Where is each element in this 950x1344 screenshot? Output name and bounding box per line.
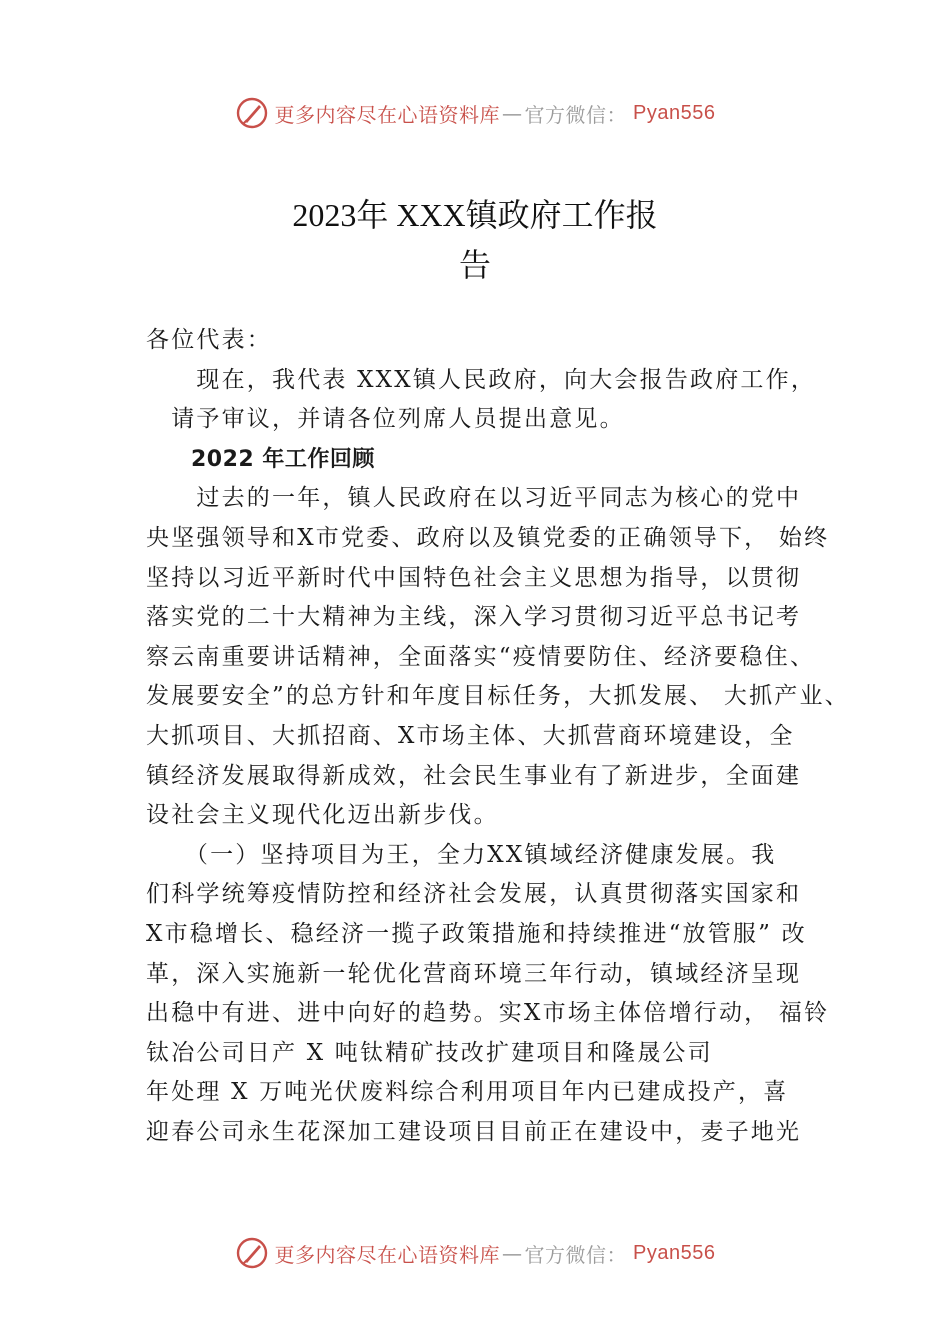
text-line: 察云南重要讲话精神，全面落实“疫情要防住、经济要稳住、 — [146, 643, 816, 670]
watermark-separator: — — [502, 1241, 523, 1265]
watermark-separator: — — [502, 101, 523, 125]
text-line: 迎春公司永生花深加工建设项目目前正在建设中，麦子地光 — [146, 1118, 802, 1145]
title-line-2: 告 — [458, 247, 491, 283]
text-line: （一）坚持项目为王，全力XX镇域经济健康发展。我 — [146, 841, 777, 868]
watermark-footer — [0, 1233, 950, 1273]
watermark-wechat-label: 官方微信： — [524, 1242, 628, 1267]
text-line: 年处理 X 万吨光伏废料综合利用项目年内已建成投产，喜 — [146, 1079, 789, 1106]
text-line: X市稳增长、稳经济一揽子政策措施和持续推进“放管服” 改 — [146, 920, 807, 947]
document-body — [146, 321, 850, 1152]
watermark-text: 更多内容尽在心语资料库 — [274, 102, 501, 127]
watermark-wechat-id: Pyan556 — [633, 101, 716, 124]
text-line: 央坚强领导和X市党委、政府以及镇党委的正确领导下， 始终 — [146, 524, 830, 551]
text-line: 设社会主义现代化迈出新步伐。 — [146, 802, 499, 829]
quill-logo-icon — [235, 1236, 269, 1270]
section-heading: 2022 年工作回顾 — [146, 446, 375, 472]
quill-logo-icon — [235, 96, 269, 130]
text-line: 革，深入实施新一轮优化营商环境三年行动，镇域经济呈现 — [146, 960, 802, 987]
text-line: 现在，我代表 XXX镇人民政府，向大会报告政府工作， — [146, 366, 817, 393]
text-line: 钛冶公司日产 X 吨钛精矿技改扩建项目和隆晟公司 — [146, 1039, 713, 1066]
watermark-text: 更多内容尽在心语资料库 — [274, 1242, 501, 1267]
text-line: 坚持以习近平新时代中国特色社会主义思想为指导，以贯彻 — [146, 564, 802, 591]
text-line: 过去的一年，镇人民政府在以习近平同志为核心的党中 — [146, 485, 802, 512]
watermark-wechat-label: 官方微信： — [524, 102, 628, 127]
text-line: 各位代表： — [146, 327, 272, 353]
text-line: 请予审议，并请各位列席人员提出意见。 — [146, 406, 625, 433]
text-line: 发展要安全”的总方针和年度目标任务，大抓发展、 大抓产业、 — [146, 683, 850, 710]
text-line: 们科学统筹疫情防控和经济社会发展，认真贯彻落实国家和 — [146, 881, 802, 908]
title-line-1: 2023年 XXX镇政府工作报 — [292, 197, 658, 233]
watermark-wechat-id: Pyan556 — [633, 1241, 716, 1264]
text-line: 落实党的二十大精神为主线，深入学习贯彻习近平总书记考 — [146, 604, 802, 631]
watermark-header — [0, 93, 950, 133]
text-line: 出稳中有进、进中向好的趋势。实X市场主体倍增行动， 福铃 — [146, 1000, 830, 1027]
text-line: 大抓项目、大抓招商、X市场主体、大抓营商环境建设，全 — [146, 722, 795, 749]
document-title — [0, 190, 950, 290]
text-line: 镇经济发展取得新成效，社会民生事业有了新进步，全面建 — [146, 762, 802, 789]
